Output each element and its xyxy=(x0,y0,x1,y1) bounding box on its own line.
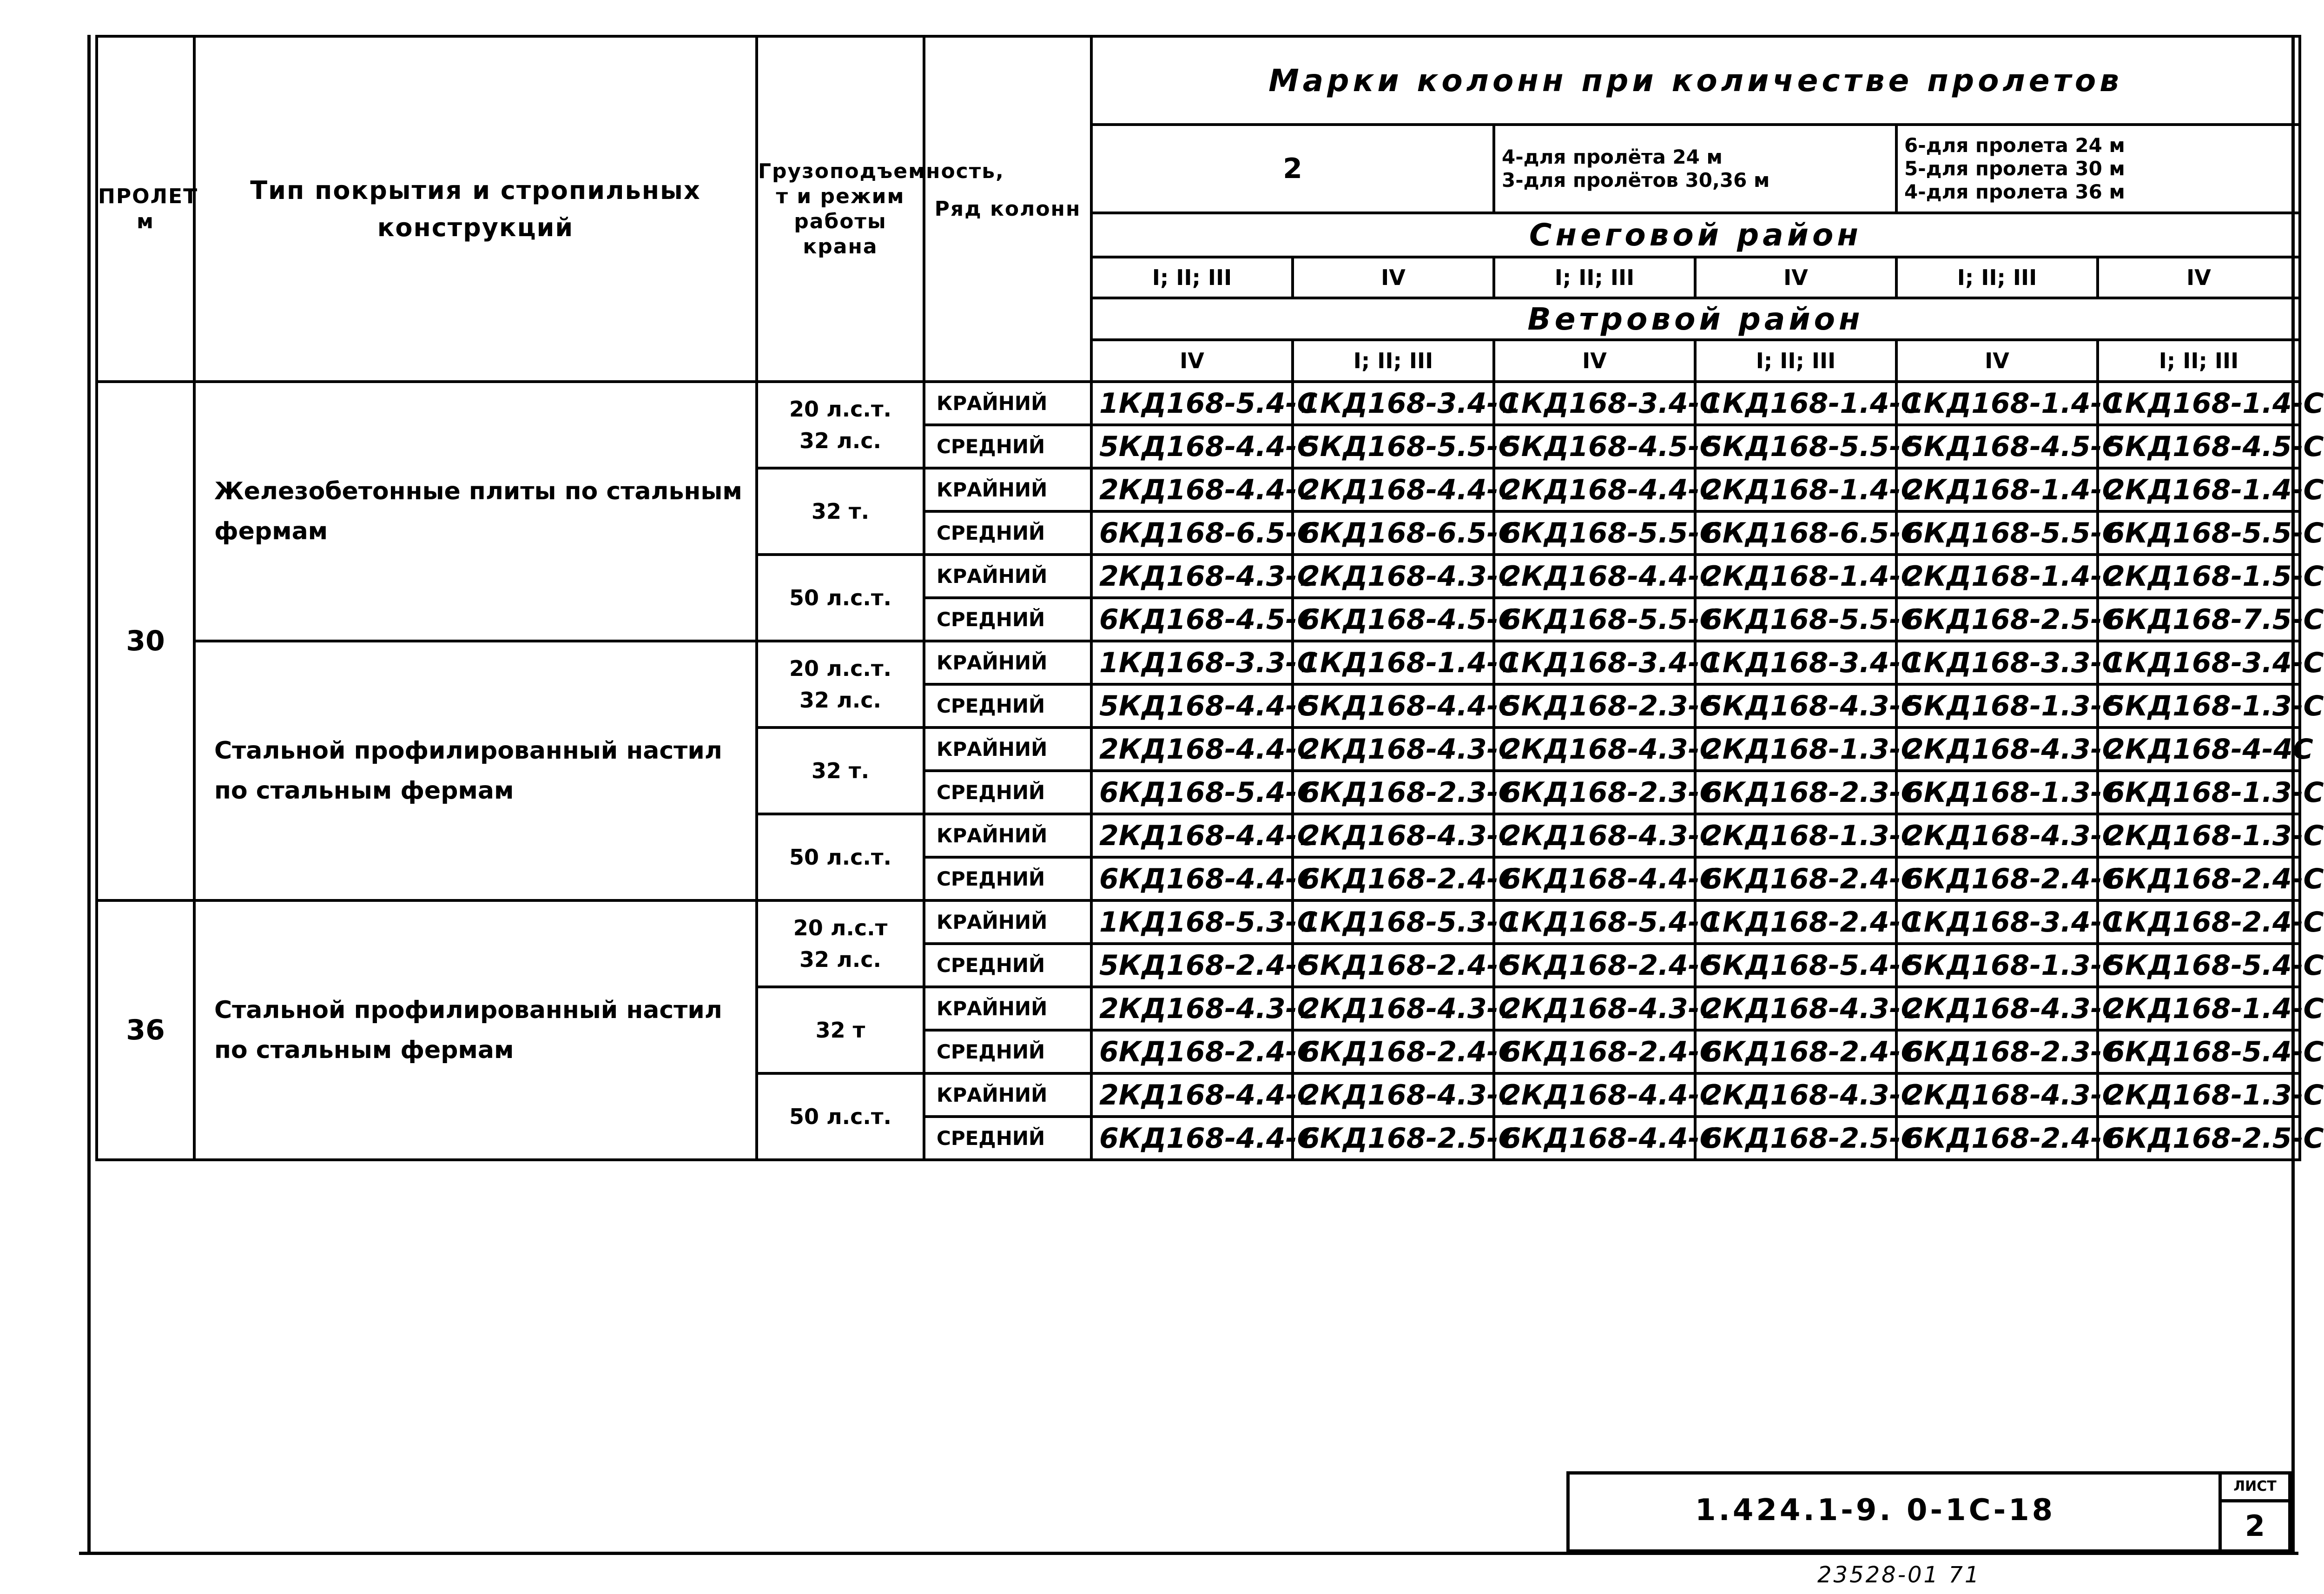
column-mark-cell: 6КД168-6.5-С xyxy=(1293,511,1494,555)
column-mark-cell: 5КД168-1.3-С xyxy=(1896,944,2098,987)
column-mark-cell: 2КД168-4.3-С xyxy=(1896,987,2098,1030)
column-row-type: СРЕДНИЙ xyxy=(924,1117,1091,1160)
header-span: ПРОЛЕТ м xyxy=(97,36,194,382)
column-mark-cell: 2КД168-4.3-С xyxy=(1091,555,1293,598)
column-mark-cell: 1КД168-1.4-С xyxy=(2098,382,2300,425)
column-mark-cell: 1КД168-5.4-С xyxy=(1091,382,1293,425)
column-mark-cell: 5КД168-5.4-С xyxy=(1695,944,1896,987)
column-mark-cell: 2КД168-4.3-С xyxy=(1494,728,1695,771)
header-snow: Снеговой район xyxy=(1091,213,2300,257)
column-mark-cell: 6КД168-2.3-С xyxy=(1494,771,1695,814)
column-mark-cell: 5КД168-5.4-С xyxy=(2098,944,2300,987)
column-mark-cell: 1КД168-3.4-С xyxy=(1494,641,1695,684)
crane-capacity: 50 л.с.т. xyxy=(757,555,924,641)
crane-capacity: 32 т. xyxy=(757,468,924,555)
snow-region-5: I; II; III xyxy=(1896,257,2098,298)
column-mark-cell: 2КД168-1.3-С xyxy=(1695,814,1896,857)
column-mark-cell: 5КД168-5.5-С xyxy=(1293,425,1494,468)
column-mark-cell: 6КД168-4.5-С xyxy=(1293,598,1494,641)
column-mark-cell: 6КД168-2.4-С xyxy=(1896,857,2098,900)
column-mark-cell: 2КД168-4.3-С xyxy=(1091,987,1293,1030)
roof-type: Стальной профилированный настил по стальным фермам xyxy=(194,641,757,900)
sheet-label: ЛИСТ xyxy=(2218,1475,2288,1502)
column-row-type: КРАЙНИЙ xyxy=(924,728,1091,771)
column-row-type: СРЕДНИЙ xyxy=(924,425,1091,468)
column-mark-cell: 2КД168-4.3-С xyxy=(1695,1073,1896,1117)
column-row-type: СРЕДНИЙ xyxy=(924,1030,1091,1073)
column-mark-cell: 6КД168-1.3-С xyxy=(1896,771,2098,814)
column-mark-cell: 2КД168-1.4-С xyxy=(2098,987,2300,1030)
column-mark-cell: 5КД168-1.3-С xyxy=(1896,684,2098,728)
header-title: Марки колонн при количестве пролетов xyxy=(1091,36,2300,125)
wind-region-3: IV xyxy=(1494,340,1695,382)
column-row-type: КРАЙНИЙ xyxy=(924,468,1091,511)
column-mark-cell: 2КД168-4.4-С xyxy=(1494,468,1695,511)
column-mark-cell: 2КД168-1.5-С xyxy=(2098,555,2300,598)
column-row-type: КРАЙНИЙ xyxy=(924,814,1091,857)
wind-region-5: IV xyxy=(1896,340,2098,382)
column-row-type: СРЕДНИЙ xyxy=(924,684,1091,728)
snow-region-3: I; II; III xyxy=(1494,257,1695,298)
column-mark-cell: 6КД168-2.4-С xyxy=(1695,857,1896,900)
header-count-mid: 4-для пролёта 24 м 3-для пролётов 30,36 м xyxy=(1494,125,1896,213)
table-row xyxy=(97,900,2300,944)
snow-region-1: I; II; III xyxy=(1091,257,1293,298)
column-mark-cell: 5КД168-4.4-С xyxy=(1091,684,1293,728)
column-mark-cell: 5КД168-4.3-С xyxy=(1695,684,1896,728)
column-mark-cell: 2КД168-1.4-С xyxy=(1896,468,2098,511)
table-header xyxy=(97,36,2300,382)
column-mark-cell: 2КД168-4.3-С xyxy=(1494,987,1695,1030)
column-mark-cell: 6КД168-5.5-С xyxy=(1695,598,1896,641)
column-mark-cell: 1КД168-3.3-С xyxy=(1896,641,2098,684)
column-mark-cell: 2КД168-1.4-С xyxy=(1896,555,2098,598)
column-mark-cell: 2КД168-4.4-С xyxy=(1293,468,1494,511)
column-mark-cell: 2КД168-4.3-С xyxy=(1896,814,2098,857)
column-mark-cell: 2КД168-4.4-С xyxy=(1091,1073,1293,1117)
column-mark-cell: 1КД168-5.3-С xyxy=(1091,900,1293,944)
column-mark-cell: 6КД168-5.5-С xyxy=(1494,511,1695,555)
column-mark-cell: 2КД168-4-4С xyxy=(2098,728,2300,771)
column-mark-cell: 5КД168-2.4-С xyxy=(1494,944,1695,987)
crane-capacity: 20 л.с.т. 32 л.с. xyxy=(757,641,924,728)
header-wind: Ветровой район xyxy=(1091,298,2300,340)
column-mark-cell: 2КД168-1.4-С xyxy=(1695,468,1896,511)
roof-type: Железобетонные плиты по стальным фермам xyxy=(194,382,757,641)
archive-code: 23528-01 71 xyxy=(1817,1562,1981,1588)
column-mark-cell: 6КД168-4.4-С xyxy=(1091,857,1293,900)
column-mark-cell: 6КД168-4.4-С xyxy=(1494,1117,1695,1160)
table-body xyxy=(97,382,2324,1160)
column-mark-cell: 6КД168-7.5-С xyxy=(2098,598,2300,641)
column-mark-cell: 1КД168-3.4-С xyxy=(1695,641,1896,684)
crane-capacity: 32 т xyxy=(757,987,924,1073)
crane-capacity: 50 л.с.т. xyxy=(757,1073,924,1160)
column-mark-cell: 2КД168-4.4-С xyxy=(1494,555,1695,598)
column-mark-cell: 6КД168-2.3-С xyxy=(1293,771,1494,814)
span-value: 30 xyxy=(97,382,194,900)
column-mark-cell: 1КД168-1.4-С xyxy=(1695,382,1896,425)
column-mark-cell: 6КД168-6.5-С xyxy=(1695,511,1896,555)
header-row: Ряд колонн xyxy=(924,36,1091,382)
column-mark-cell: 6КД168-2.3-С xyxy=(1896,1030,2098,1073)
column-mark-cell: 6КД168-2.5-С xyxy=(2098,1117,2300,1160)
column-mark-cell: 6КД168-2.4-С xyxy=(1293,1030,1494,1073)
column-mark-cell: 6КД168-2.4-С xyxy=(1091,1030,1293,1073)
column-mark-cell: 1КД168-1.4-С xyxy=(1293,641,1494,684)
column-mark-cell: 6КД168-2.3-С xyxy=(1695,771,1896,814)
column-row-type: КРАЙНИЙ xyxy=(924,555,1091,598)
column-mark-cell: 5КД168-2.3-С xyxy=(1494,684,1695,728)
crane-capacity: 50 л.с.т. xyxy=(757,814,924,900)
header-count-right: 6-для пролета 24 м 5-для пролета 30 м 4-для пролета 36 м xyxy=(1896,125,2300,213)
column-mark-cell: 6КД168-5.5-С xyxy=(1896,511,2098,555)
column-mark-cell: 6КД168-2.5-С xyxy=(1896,598,2098,641)
wind-region-2: I; II; III xyxy=(1293,340,1494,382)
snow-region-6: IV xyxy=(2098,257,2300,298)
wind-region-1: IV xyxy=(1091,340,1293,382)
column-mark-cell: 5КД168-1.3-С xyxy=(2098,684,2300,728)
column-row-type: КРАЙНИЙ xyxy=(924,382,1091,425)
column-mark-cell: 1КД168-3.4-С xyxy=(1293,382,1494,425)
column-mark-cell: 2КД168-1.3-С xyxy=(1695,728,1896,771)
column-row-type: КРАЙНИЙ xyxy=(924,987,1091,1030)
column-mark-cell: 1КД168-1.4-С xyxy=(1896,382,2098,425)
column-row-type: КРАЙНИЙ xyxy=(924,900,1091,944)
column-mark-cell: 6КД168-5.5-С xyxy=(1494,598,1695,641)
column-mark-cell: 2КД168-1.3-С xyxy=(2098,814,2300,857)
column-mark-cell: 6КД168-4.5-С xyxy=(1091,598,1293,641)
column-mark-cell: 2КД168-4.4-С xyxy=(1091,468,1293,511)
column-mark-cell: 2КД168-4.3-С xyxy=(1896,728,2098,771)
column-mark-cell: 2КД168-4.4-С xyxy=(1494,1073,1695,1117)
column-mark-cell: 5КД168-4.4-С xyxy=(1091,425,1293,468)
column-mark-cell: 5КД168-2.4-С xyxy=(1293,944,1494,987)
frame-left-border xyxy=(87,35,91,1555)
column-mark-cell: 1КД168-3.4-С xyxy=(1896,900,2098,944)
column-mark-cell: 6КД168-4.4-С xyxy=(1494,857,1695,900)
wind-region-4: I; II; III xyxy=(1695,340,1896,382)
wind-region-6: I; II; III xyxy=(2098,340,2300,382)
crane-capacity: 32 т. xyxy=(757,728,924,814)
column-row-type: СРЕДНИЙ xyxy=(924,511,1091,555)
column-mark-cell: 1КД168-5.4-С xyxy=(1494,900,1695,944)
column-row-type: СРЕДНИЙ xyxy=(924,598,1091,641)
column-mark-cell: 5КД168-5.5-С xyxy=(1695,425,1896,468)
column-mark-cell: 6КД168-2.5-С xyxy=(1293,1117,1494,1160)
column-mark-cell: 2КД168-4.4-С xyxy=(1091,728,1293,771)
column-mark-cell: 6КД168-2.4-С xyxy=(1494,1030,1695,1073)
column-mark-cell: 1КД168-2.4-С xyxy=(1695,900,1896,944)
column-mark-cell: 6КД168-2.4-С xyxy=(2098,857,2300,900)
snow-region-2: IV xyxy=(1293,257,1494,298)
column-mark-cell: 6КД168-2.4-С xyxy=(1695,1030,1896,1073)
column-mark-cell: 5КД168-4.5-С xyxy=(1494,425,1695,468)
column-mark-cell: 6КД168-2.5-С xyxy=(1695,1117,1896,1160)
column-mark-cell: 6КД168-1.3-С xyxy=(2098,771,2300,814)
header-count-2: 2 xyxy=(1091,125,1494,213)
column-row-type: СРЕДНИЙ xyxy=(924,944,1091,987)
column-mark-cell: 6КД168-2.4-С xyxy=(1293,857,1494,900)
column-mark-cell: 1КД168-2.4-С xyxy=(2098,900,2300,944)
table-row xyxy=(97,382,2300,425)
header-crane: Грузоподъемность, т и режим работы крана xyxy=(757,36,924,382)
crane-capacity: 20 л.с.т 32 л.с. xyxy=(757,900,924,987)
column-mark-cell: 5КД168-2.4-С xyxy=(1091,944,1293,987)
column-mark-cell: 2КД168-4.3-С xyxy=(1293,814,1494,857)
column-mark-cell: 6КД168-4.4-С xyxy=(1091,1117,1293,1160)
document-code: 1.424.1-9. 0-1С-18 xyxy=(1695,1493,2056,1528)
column-mark-cell: 2КД168-4.3-С xyxy=(1494,814,1695,857)
column-row-type: КРАЙНИЙ xyxy=(924,1073,1091,1117)
roof-type: Стальной профилированный настил по стальным фермам xyxy=(194,900,757,1160)
column-marks-table xyxy=(95,35,2324,1161)
column-mark-cell: 2КД168-4.3-С xyxy=(1293,987,1494,1030)
header-type: Тип покрытия и стропильных конструкций xyxy=(194,36,757,382)
sheet-number: 2 xyxy=(2218,1502,2288,1549)
span-value: 36 xyxy=(97,900,194,1160)
table-row xyxy=(97,641,2300,684)
column-mark-cell: 2КД168-1.4-С xyxy=(1695,555,1896,598)
column-mark-cell: 6КД168-5.4-С xyxy=(2098,1030,2300,1073)
column-row-type: СРЕДНИЙ xyxy=(924,857,1091,900)
snow-region-4: IV xyxy=(1695,257,1896,298)
column-mark-cell: 2КД168-4.3-С xyxy=(1293,728,1494,771)
column-mark-cell: 1КД168-3.4-С xyxy=(2098,641,2300,684)
column-mark-cell: 5КД168-4.5-С xyxy=(2098,425,2300,468)
column-mark-cell: 5КД168-4.4-С xyxy=(1293,684,1494,728)
column-mark-cell: 2КД168-4.4-С xyxy=(1091,814,1293,857)
column-mark-cell: 2КД168-4.3-С xyxy=(1896,1073,2098,1117)
column-mark-cell: 5КД168-4.5-С xyxy=(1896,425,2098,468)
column-row-type: КРАЙНИЙ xyxy=(924,641,1091,684)
column-row-type: СРЕДНИЙ xyxy=(924,771,1091,814)
column-mark-cell: 6КД168-5.5-С xyxy=(2098,511,2300,555)
column-mark-cell: 2КД168-1.4-С xyxy=(2098,468,2300,511)
column-mark-cell: 2КД168-1.3-С xyxy=(2098,1073,2300,1117)
column-mark-cell: 2КД168-4.3-С xyxy=(1695,987,1896,1030)
column-mark-cell: 6КД168-2.4-С xyxy=(1896,1117,2098,1160)
title-block xyxy=(1566,1471,2291,1553)
column-mark-cell: 1КД168-5.3-С xyxy=(1293,900,1494,944)
column-mark-cell: 1КД168-3.3-С xyxy=(1091,641,1293,684)
column-mark-cell: 6КД168-6.5-С xyxy=(1091,511,1293,555)
column-mark-cell: 2КД168-4.3-С xyxy=(1293,1073,1494,1117)
column-mark-cell: 1КД168-3.4-С xyxy=(1494,382,1695,425)
column-mark-cell: 2КД168-4.3-С xyxy=(1293,555,1494,598)
column-mark-cell: 6КД168-5.4-С xyxy=(1091,771,1293,814)
crane-capacity: 20 л.с.т. 32 л.с. xyxy=(757,382,924,468)
